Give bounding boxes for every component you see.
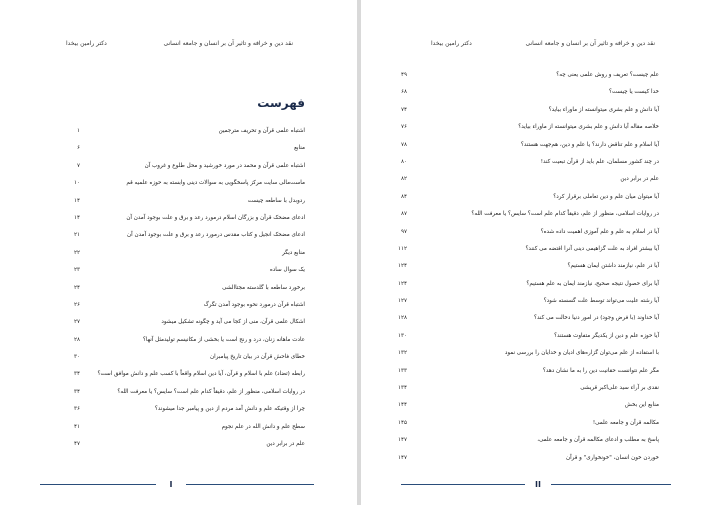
toc-entry[interactable] (0, 232, 357, 249)
toc-entry-page: ۱۲۴ (397, 263, 407, 270)
toc-entry-title: پاسخ به مطلب و ادعای مکالمه قرآن و جامعه علمی، (537, 437, 659, 444)
toc-entry[interactable] (361, 229, 717, 246)
toc-entry[interactable] (361, 350, 717, 367)
page-header (361, 40, 717, 52)
page-header (0, 40, 357, 52)
toc-entry-title: اشتباه قرآن درمورد نحوه بوجود آمدن تگرگ (203, 301, 305, 308)
toc-entry-page: ۷ (76, 162, 80, 169)
toc-entry[interactable] (0, 371, 357, 388)
header-book-title: نقد دین و خرافه و تاثیر آن بر انسان و جامعه انسانی (525, 40, 655, 47)
toc-list-left (0, 128, 357, 458)
toc-entry[interactable] (361, 420, 717, 437)
toc-entry[interactable] (0, 354, 357, 371)
toc-entry-page: ۴۷ (73, 441, 80, 448)
toc-entry-title: آیا اسلام و علم تناقض دارند؟ یا علم و دین، هم‌جهت هستند؟ (520, 141, 659, 148)
toc-entry-page: ۲۱ (73, 232, 80, 239)
toc-entry-page: ۱ (76, 128, 80, 134)
toc-entry-page: ۲۶ (73, 301, 80, 308)
toc-entry-page: ۸۷ (400, 211, 407, 218)
toc-entry[interactable] (0, 163, 357, 180)
toc-entry[interactable] (361, 263, 717, 280)
toc-entry-page: ۳۶ (73, 406, 80, 413)
toc-entry-title: یک سوال ساده (269, 267, 305, 274)
toc-entry-page: ۶ (76, 145, 80, 152)
toc-entry-page: ۸۴ (400, 193, 407, 200)
toc-entry-title: آیا در علم، نیازمند داشتن ایمان هستیم؟ (567, 263, 659, 270)
toc-entry-page: ۱۰ (73, 180, 80, 187)
toc-entry-title: مگر علم نتوانست حقانیت دین را به ما نشان دهد؟ (542, 367, 659, 374)
toc-entry-title: آیا رشته علیت می‌تواند توسط علت گسسته شود؟ (543, 298, 659, 305)
toc-entry-title: اشتباه علمی قرآن و تحریف مترجمین (218, 128, 305, 134)
page-number: II (535, 480, 541, 489)
toc-entry[interactable] (0, 267, 357, 284)
toc-entry-page: ۳۴ (73, 388, 80, 395)
toc-entry-page: ۳۰ (73, 354, 80, 361)
toc-entry-page: ۱۴۴ (397, 402, 407, 409)
toc-entry-page: ۸۲ (400, 176, 407, 183)
toc-entry[interactable] (361, 246, 717, 263)
toc-entry-title: منابع دیگر (282, 249, 305, 256)
toc-entry-title: علم در برابر دین (620, 176, 659, 183)
toc-entry[interactable] (0, 319, 357, 336)
toc-entry-title: در روایات اسلامی، منظور از علم، دقیقاً کدام علم است؟ سایس؟ یا معرفت الله؟ (117, 388, 305, 395)
toc-entry[interactable] (0, 250, 357, 267)
toc-entry-page: ۱۴ (73, 214, 80, 221)
toc-entry-page: ۷۶ (400, 124, 407, 131)
toc-entry-title: چرا از وقتیکه علم و دانش آمد مردم از دین و پیامبر جدا میشوند؟ (154, 406, 305, 413)
footer-rule-right (186, 484, 314, 485)
toc-entry-page: ۱۳۲ (397, 350, 407, 357)
toc-entry[interactable] (361, 142, 717, 159)
toc-entry[interactable] (0, 441, 357, 458)
toc-entry[interactable] (361, 159, 717, 176)
toc-entry[interactable] (0, 180, 357, 197)
toc-entry[interactable] (361, 455, 717, 472)
toc-entry[interactable] (361, 281, 717, 298)
toc-entry-page: ۲۳ (73, 267, 80, 274)
toc-entry-page: ۲۸ (73, 336, 80, 343)
toc-entry[interactable] (361, 315, 717, 332)
toc-entry[interactable] (361, 107, 717, 124)
toc-entry-title: ردوبدل با ساطعه چیست (247, 197, 305, 204)
toc-entry-page: ۱۴۷ (397, 454, 407, 461)
toc-entry-title: با استفاده از علم می‌توان گزاره‌های ادیان و خدایان را بررسی نمود (504, 350, 659, 357)
toc-entry-title: ادعای مضحک انجیل و کتاب مقدس درمورد رعد و برق و علت بوجود آمدن آن (127, 232, 305, 239)
page-number: I (169, 480, 173, 489)
toc-entry[interactable] (361, 89, 717, 106)
toc-entry[interactable] (361, 298, 717, 315)
toc-entry-page: ۴۹ (400, 72, 407, 78)
toc-entry-title: علم چیست؟ تعریف و روش علمی یعنی چه؟ (556, 72, 659, 78)
toc-entry-page: ۳۴ (73, 371, 80, 378)
toc-entry-title: برخورد ساطعه با گلدسته مجتاالشی (222, 284, 305, 291)
toc-entry-title: خوردن خون انسان، "خونخواری" و قرآن (565, 454, 659, 461)
right-page (361, 0, 717, 505)
footer-rule-right (551, 484, 671, 485)
toc-entry-page: ۶۸ (400, 89, 407, 96)
toc-entry-title: منابع این بخش (624, 402, 659, 409)
toc-entry-title: آیا در اسلام به علم و علم آموزی اهمیت داده شده؟ (540, 228, 659, 235)
toc-entry-page: ۱۳۰ (397, 332, 407, 339)
toc-entry[interactable] (0, 337, 357, 354)
toc-entry-title: در چند کشور مسلمان، علم باید از قرآن تبعیت کند! (540, 158, 659, 165)
header-book-title: نقد دین و خرافه و تاثیر آن بر انسان و جامعه انسانی (163, 40, 293, 47)
toc-entry-title: سطح علم و دانش الله در علم نجوم (221, 423, 305, 430)
toc-entry-title: ماست‌مالی سایت مرکز پاسخگویی به سوالات دینی وابسته به حوزه علمیه قم (126, 180, 305, 187)
toc-entry-page: ۱۱۲ (397, 245, 407, 252)
toc-entry[interactable] (361, 194, 717, 211)
toc-entry[interactable] (0, 145, 357, 162)
toc-entry-page: ۱۴ (73, 197, 80, 204)
toc-entry-page: ۱۴۷ (397, 437, 407, 444)
footer-rule-left (401, 484, 525, 485)
toc-entry[interactable] (0, 302, 357, 319)
toc-entry-title: مکالمه قرآن و جامعه علمی! (592, 419, 659, 426)
toc-entry-page: ۲۷ (73, 319, 80, 326)
toc-entry-page: ۱۲۷ (397, 298, 407, 305)
toc-entry-page: ۱۳۳ (397, 367, 407, 374)
toc-entry[interactable] (361, 333, 717, 350)
toc-entry[interactable] (361, 211, 717, 228)
toc-entry-page: ۱۳۴ (397, 385, 407, 392)
toc-entry-title: ادعای مضحک قرآن و بزرگان اسلام درمورد رعد و برق و علت بوجود آمدن آن (126, 214, 305, 221)
header-author: دکتر رامین بیخدا (66, 40, 107, 47)
toc-entry-title: اشتباه علمی قرآن و محمد در مورد خورشید و محل طلوع و غروب آن (144, 162, 305, 169)
toc-entry[interactable] (361, 72, 717, 89)
toc-entry-title: آیا میتوان میان علم و دین تعاملی برقرار کرد؟ (553, 193, 659, 200)
toc-entry[interactable] (0, 215, 357, 232)
toc-entry-title: آیا برای حصول نتیجه صحیح، نیازمند ایمان به علم هستیم؟ (526, 280, 659, 287)
toc-entry-page: ۲۴ (73, 284, 80, 291)
toc-list-right (361, 72, 717, 472)
toc-entry[interactable] (361, 176, 717, 193)
toc-entry-page: ۸۰ (400, 158, 407, 165)
toc-entry[interactable] (0, 285, 357, 302)
toc-entry[interactable] (361, 437, 717, 454)
toc-entry-title: عادت ماهانه زنان، درد و رنج است یا بخشی از مکانیسم تولیدمثل آنها؟ (142, 336, 305, 343)
toc-entry[interactable] (361, 385, 717, 402)
toc-entry-title: آیا بیشتر افراد به علت گزاهیمی دینی آنرا اقتضه می کنند؟ (525, 245, 659, 252)
toc-entry-title: رابطه (تضاد) علم با اسلام و قرآن، آیا دین اسلام واقعاً با کسب علم و دانش موافق است؟ (97, 371, 305, 378)
toc-entry-page: ۱۲۸ (397, 315, 407, 322)
toc-entry-page: ۴۱ (73, 423, 80, 430)
left-page (0, 0, 357, 505)
toc-entry-title: آیا خداوند (با فرض وجود) در امور دنیا دخالت می کند؟ (534, 315, 659, 322)
toc-entry[interactable] (361, 368, 717, 385)
toc-entry-title: در روایات اسلامی، منظور از علم، دقیقاً کدام علم است؟ سایس؟ یا معرفت الله؟ (471, 211, 659, 218)
toc-heading: فهرست (257, 96, 305, 110)
toc-entry-page: ۷۸ (400, 141, 407, 148)
toc-entry-title: آیا حوزه علم و دین از یکدیگر متفاوت هستند؟ (554, 332, 659, 339)
toc-entry[interactable] (0, 389, 357, 406)
toc-entry[interactable] (361, 402, 717, 419)
toc-entry-title: آیا دانش و علم بشری میتوانسته از ماوراء بیاید؟ (548, 106, 659, 113)
toc-entry-title: خلاصه مقاله آیا دانش و علم بشری میتوانسته از ماوراء بیاید؟ (518, 124, 659, 131)
toc-entry-page: ۱۲۴ (397, 280, 407, 287)
toc-entry[interactable] (0, 406, 357, 423)
page-footer (361, 480, 717, 490)
toc-entry-page: ۹۷ (400, 228, 407, 235)
toc-entry-page: ۷۴ (400, 106, 407, 113)
toc-entry-title: نقدی بر آراء سید علی‌اکبر قریشی (580, 385, 659, 392)
toc-entry[interactable] (0, 128, 357, 145)
toc-entry-title: خطای فاحش قرآن در بیان تاریخ پیامبران (210, 354, 305, 361)
footer-rule-left (40, 484, 156, 485)
toc-entry-title: علم در برابر دین (266, 441, 305, 448)
toc-entry[interactable] (0, 198, 357, 215)
toc-entry-title: اشکال علمی قرآن، منی از کجا می آید و چگونه تشکیل میشود (161, 319, 305, 326)
toc-entry-title: منابع (294, 145, 305, 152)
toc-entry[interactable] (361, 124, 717, 141)
toc-entry-page: ۲۲ (73, 249, 80, 256)
toc-entry[interactable] (0, 424, 357, 441)
page-footer (0, 480, 357, 490)
toc-entry-page: ۱۴۵ (397, 419, 407, 426)
toc-entry-title: خدا کیست یا چیست؟ (609, 89, 659, 96)
header-author: دکتر رامین بیخدا (431, 40, 472, 47)
